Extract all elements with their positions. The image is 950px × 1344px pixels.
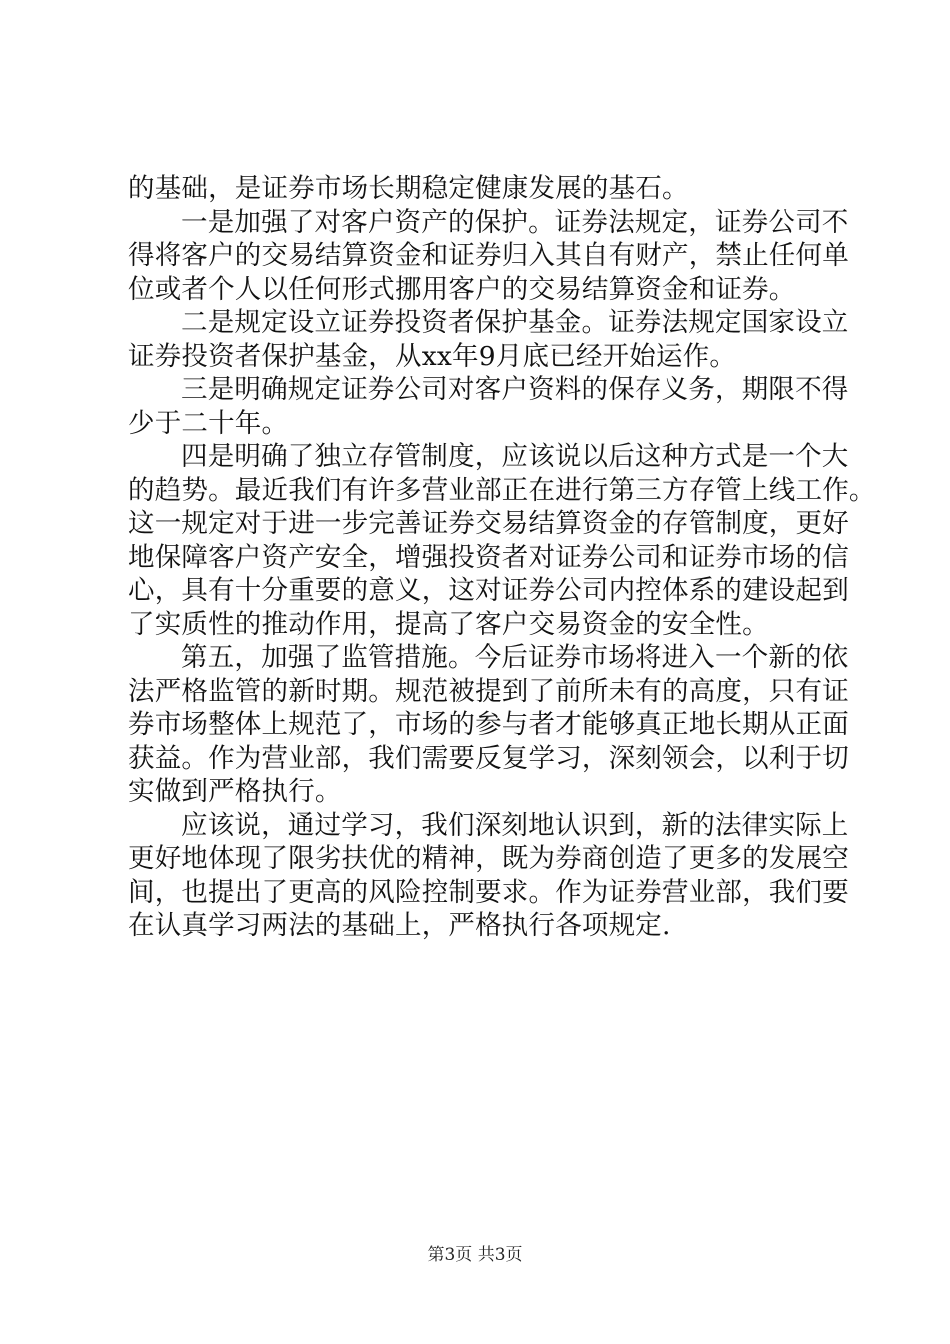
text-line: 的基础，是证券市场长期稳定健康发展的基石。	[128, 173, 689, 204]
text-line: 的趋势。最近我们有许多营业部正在进行第三方存管上线工作。	[128, 474, 876, 506]
text-line: 获益。作为营业部，我们需要反复学习，深刻领会，以利于切	[128, 742, 849, 774]
text-line: 心，具有十分重要的意义，这对证券公司内控体系的建设起到	[128, 575, 849, 606]
text-line: 位或者个人以任何形式挪用客户的交易结算资金和证券。	[128, 273, 796, 305]
text-line: 法严格监管的新时期。规范被提到了前所未有的高度，只有证	[128, 675, 849, 707]
text-line: 券市场整体上规范了，市场的参与者才能够真正地长期从正面	[128, 709, 849, 740]
paragraph-first-line: 四是明确了独立存管制度，应该说以后这种方式是一个大	[181, 441, 849, 472]
paragraph-first-line: 二是规定设立证券投资者保护基金。证券法规定国家设立	[181, 307, 849, 338]
text-line: 更好地体现了限劣扶优的精神，既为券商创造了更多的发展空	[128, 843, 849, 874]
text-line: 了实质性的推动作用，提高了客户交易资金的安全性。	[128, 608, 769, 640]
text-line: 证券投资者保护基金，从xx年9月底已经开始运作。	[128, 340, 737, 372]
text-line: 这一规定对于进一步完善证券交易结算资金的存管制度，更好	[128, 508, 849, 539]
paragraph-first-line: 三是明确规定证券公司对客户资料的保存义务，期限不得	[181, 374, 849, 405]
paragraph-first-line: 一是加强了对客户资产的保护。证券法规定，证券公司不	[181, 206, 849, 238]
text-line: 在认真学习两法的基础上，严格执行各项规定.	[128, 910, 671, 941]
text-line: 地保障客户资产安全，增强投资者对证券公司和证券市场的信	[128, 541, 849, 573]
document-body	[128, 172, 876, 943]
text-line: 得将客户的交易结算资金和证券归入其自有财产，禁止任何单	[128, 240, 849, 271]
text-line: 少于二十年。	[128, 407, 289, 439]
text-line: 实做到严格执行。	[128, 776, 342, 807]
text-line: 间，也提出了更高的风险控制要求。作为证券营业部，我们要	[128, 876, 849, 908]
page-footer: 第3页 共3页	[427, 1245, 523, 1265]
paragraph-first-line: 应该说，通过学习，我们深刻地认识到，新的法律实际上	[181, 809, 849, 841]
paragraph-first-line: 第五，加强了监管措施。今后证券市场将进入一个新的依	[181, 642, 849, 673]
